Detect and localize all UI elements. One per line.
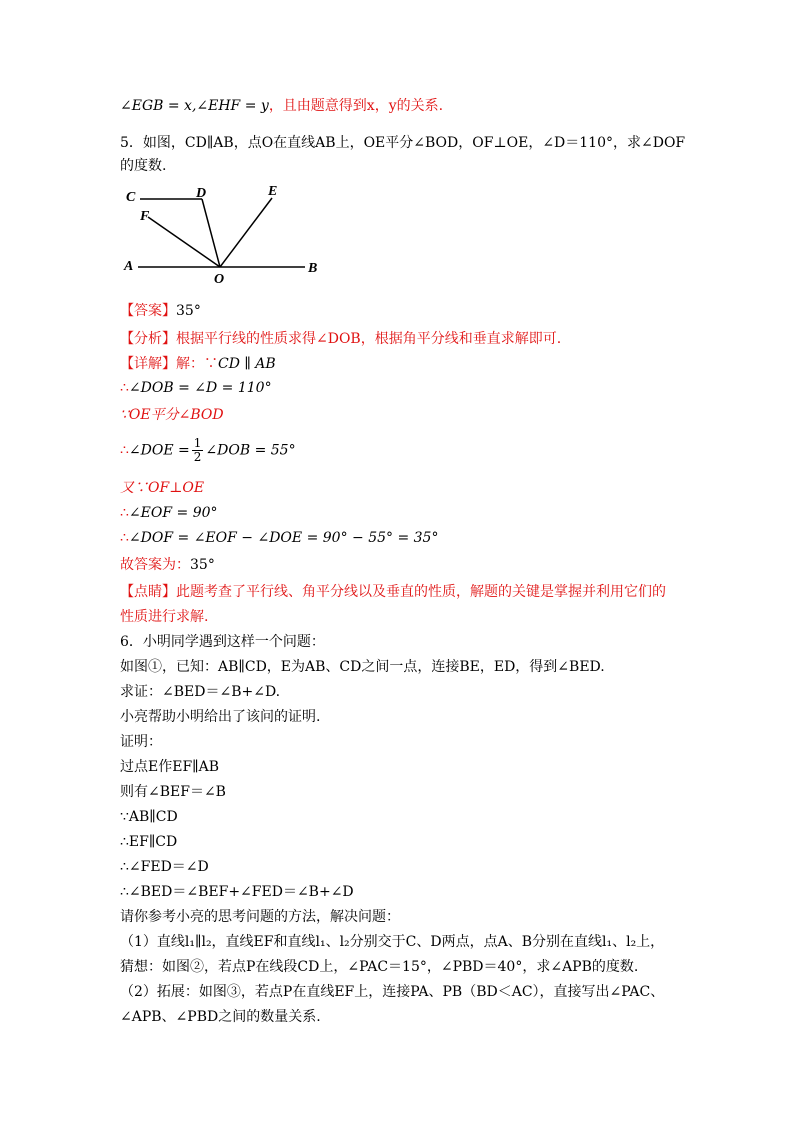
fraction-denominator: 2 [193,450,202,464]
step-5 [120,503,218,523]
analysis-text: 根据平行线的性质求得∠DOB，根据角平分线和垂直求解即可. [176,331,562,347]
step-1 [120,378,272,398]
detail-text: 解： [176,356,204,372]
q6-line-p: ∠APB、∠PBD之间的数量关系. [120,1009,321,1025]
label-c: C [126,190,136,205]
detail-math: CD ∥ AB [218,356,276,372]
therefore-symbol: ∴ [120,530,129,546]
q6-line-a: 6．小明同学遇到这样一个问题： [120,634,325,650]
therefore-symbol: ∴ [120,505,129,521]
label-b: B [308,261,318,276]
q6-line-j: ∴∠FED＝∠D [120,859,209,875]
q6-line-m: （1）直线l₁∥l₂，直线EF和直线l₁、l₂分别交于C、D两点，点A、B分别在直线l₁、l₂上， [120,934,665,950]
step-1-math: ∠DOB = ∠D = 110° [128,380,272,396]
step-6-math: ∠DOF = ∠EOF − ∠DOE = 90° − 55° = 35° [128,530,439,546]
q6-line-e: 证明： [120,734,162,750]
q6-line-h: ∵AB∥CD [120,809,178,825]
therefore-symbol: ∴ [120,442,129,459]
q6-line-g: 则有∠BEF＝∠B [120,784,226,800]
step-3-post: ∠DOB = 55° [205,442,296,459]
conclusion-value: 35° [190,557,215,573]
q6-line-l: 请你参考小亮的思考问题的方法，解决问题： [120,909,400,925]
label-f: F [140,209,150,224]
label-d: D [196,186,207,201]
step-5-math: ∠EOF = 90° [128,505,218,521]
answer-value: 35° [176,303,201,319]
comment-line-1 [120,582,666,602]
detail-tag: 【详解】 [120,356,176,372]
label-o: O [214,272,225,287]
analysis-line [120,329,561,349]
answer-tag: 【答案】 [120,303,176,319]
q5-figure [120,180,340,290]
therefore-symbol: ∴ [120,380,129,396]
conclusion-text: 故答案为： [120,557,190,573]
label-a: A [124,259,134,274]
step-3-pre: ∠DOE = [128,442,190,459]
comment-tag: 【点睛】 [120,584,176,600]
q5-line-a: 5．如图，CD∥AB，点O在直线AB上，OE平分∠BOD，OF⊥OE，∠D＝110°，求∠DOF [120,135,686,151]
q6-line-d: 小亮帮助小明给出了该问的证明. [120,709,321,725]
line-oe [220,198,272,267]
red-text: ，且由题意得到x，y的关系. [268,98,444,114]
q6-line-c: 求证：∠BED＝∠B+∠D. [120,684,281,700]
answer-line [120,301,201,321]
step-6 [120,528,438,548]
q6-line-i: ∴EF∥CD [120,834,178,850]
comment-text: 此题考查了平行线、角平分线以及垂直的性质，解题的关键是掌握并利用它们的 [176,584,666,600]
step-4: 又∵OF⊥OE [120,480,205,496]
step-2: ∵OE平分∠BOD [120,407,224,423]
math-xy: ∠EGB = x,∠EHF = y [120,98,269,114]
step-3 [120,437,296,464]
line-1 [120,96,443,116]
q6-line-n: 猜想：如图②，若点P在线段CD上，∠PAC＝15°，∠PBD＝40°，求∠APB的度数. [120,959,639,975]
step-7 [120,555,215,575]
q6-line-k: ∴∠BED＝∠BEF+∠FED＝∠B+∠D [120,884,354,900]
label-e: E [268,184,278,199]
comment-line-2: 性质进行求解. [120,609,209,625]
q6-line-o: （2）拓展：如图③，若点P在直线EF上，连接PA、PB（BD＜AC），直接写出∠PAC、 [120,984,665,1000]
detail-line [120,354,276,374]
analysis-tag: 【分析】 [120,331,176,347]
fraction-half [192,437,204,464]
fraction-numerator: 1 [193,436,202,450]
q6-line-b: 如图①，已知：AB∥CD，E为AB、CD之间一点，连接BE，ED，得到∠BED. [120,659,605,675]
because-symbol: ∵ [204,356,218,372]
q6-line-f: 过点E作EF∥AB [120,759,220,775]
q5-line-b: 的度数. [120,158,167,174]
